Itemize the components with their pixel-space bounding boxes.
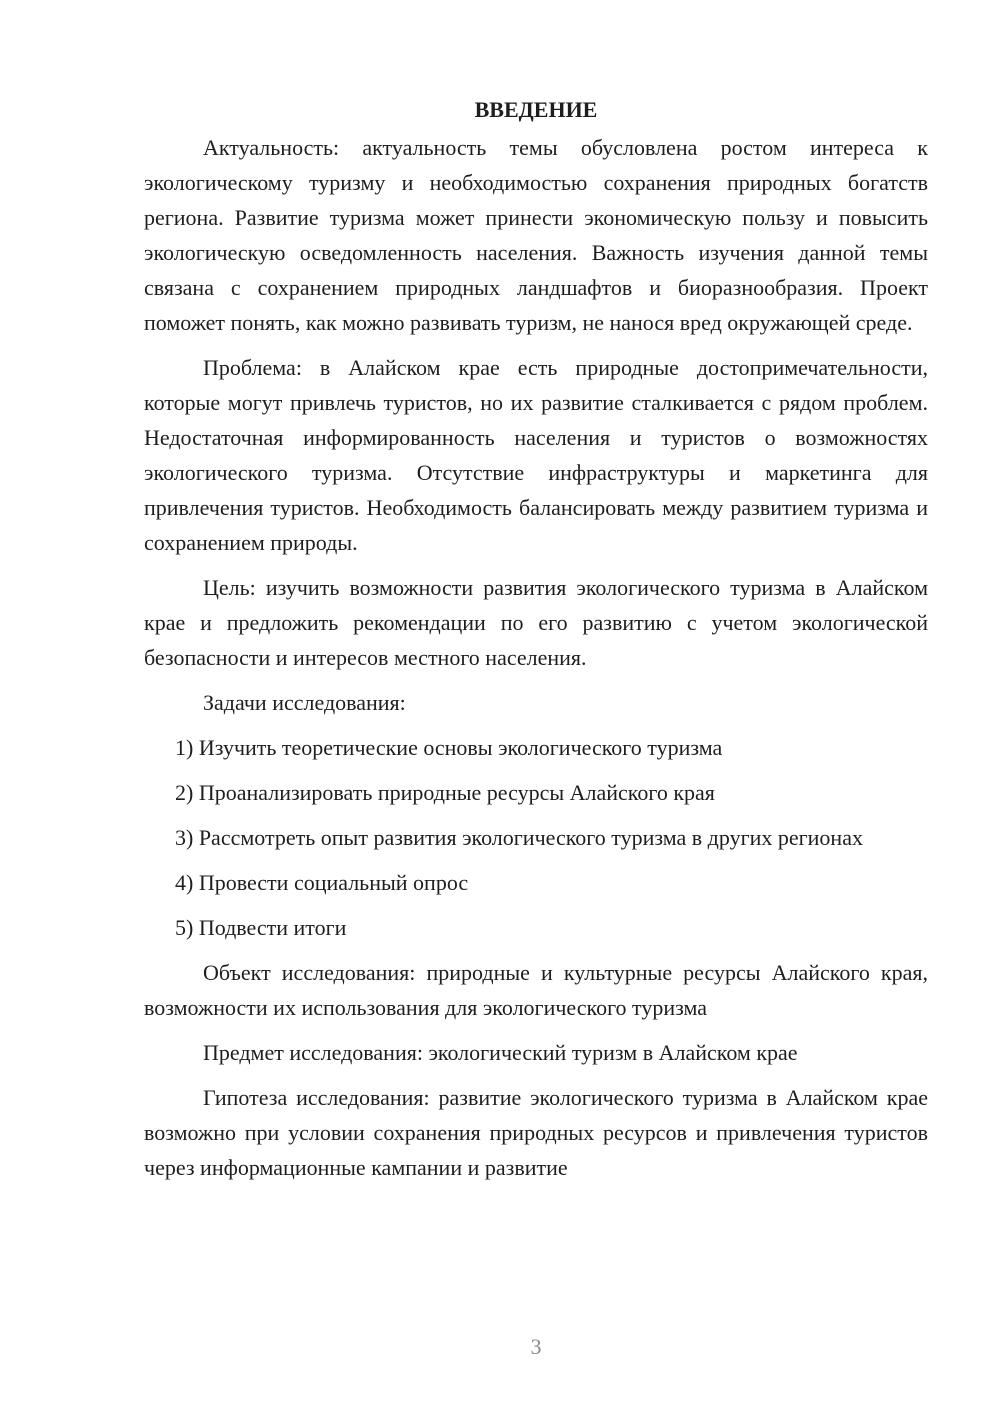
paragraph-object: Объект исследования: природные и культурные ресурсы Алайского края, возможности их использования для экологического туризма bbox=[144, 960, 928, 1020]
paragraph-relevance: Актуальность: актуальность темы обусловлена ростом интереса к экологическому туризму и необходимостью сохранения природных богатств региона. Развитие туризма может принести экономическую пользу и повысить экологическую осведомленность населения. Важность изучения данной темы связана с сохранением природных ландшафтов и биоразнообразия. Проект поможет понять, как можно развивать туризм, не нанося вред окружающей среде. bbox=[144, 135, 928, 335]
task-item-2: 2) Проанализировать природные ресурсы Алайского края bbox=[175, 780, 715, 805]
task-item-4: 4) Провести социальный опрос bbox=[175, 870, 469, 895]
section-title: ВВЕДЕНИЕ bbox=[474, 97, 598, 122]
paragraph-subject: Предмет исследования: экологический туризм в Алайском крае bbox=[203, 1040, 798, 1065]
paragraph-hypothesis: Гипотеза исследования: развитие экологического туризма в Алайском крае возможно при условии сохранения природных ресурсов и привлечения туристов через информационные кампании и развитие bbox=[144, 1085, 928, 1180]
task-item-1: 1) Изучить теоретические основы экологического туризма bbox=[175, 735, 723, 760]
paragraph-tasks-heading: Задачи исследования: bbox=[203, 690, 406, 715]
page-number: 3 bbox=[530, 1334, 542, 1359]
paragraph-problem: Проблема: в Алайском крае есть природные достопримечательности, которые могут привлечь туристов, но их развитие сталкивается с рядом проблем. Недостаточная информированность населения и туристов о возможностях экологического туризма. Отсутствие инфраструктуры и маркетинга для привлечения туристов. Необходимость балансировать между развитием туризма и сохранением природы. bbox=[144, 355, 928, 555]
paragraph-goal: Цель: изучить возможности развития экологического туризма в Алайском крае и предложить рекомендации по его развитию с учетом экологической безопасности и интересов местного населения. bbox=[144, 575, 928, 670]
document-page bbox=[144, 92, 928, 1195]
task-item-5: 5) Подвести итоги bbox=[175, 915, 347, 940]
task-item-3: 3) Рассмотреть опыт развития экологического туризма в других регионах bbox=[175, 825, 863, 850]
